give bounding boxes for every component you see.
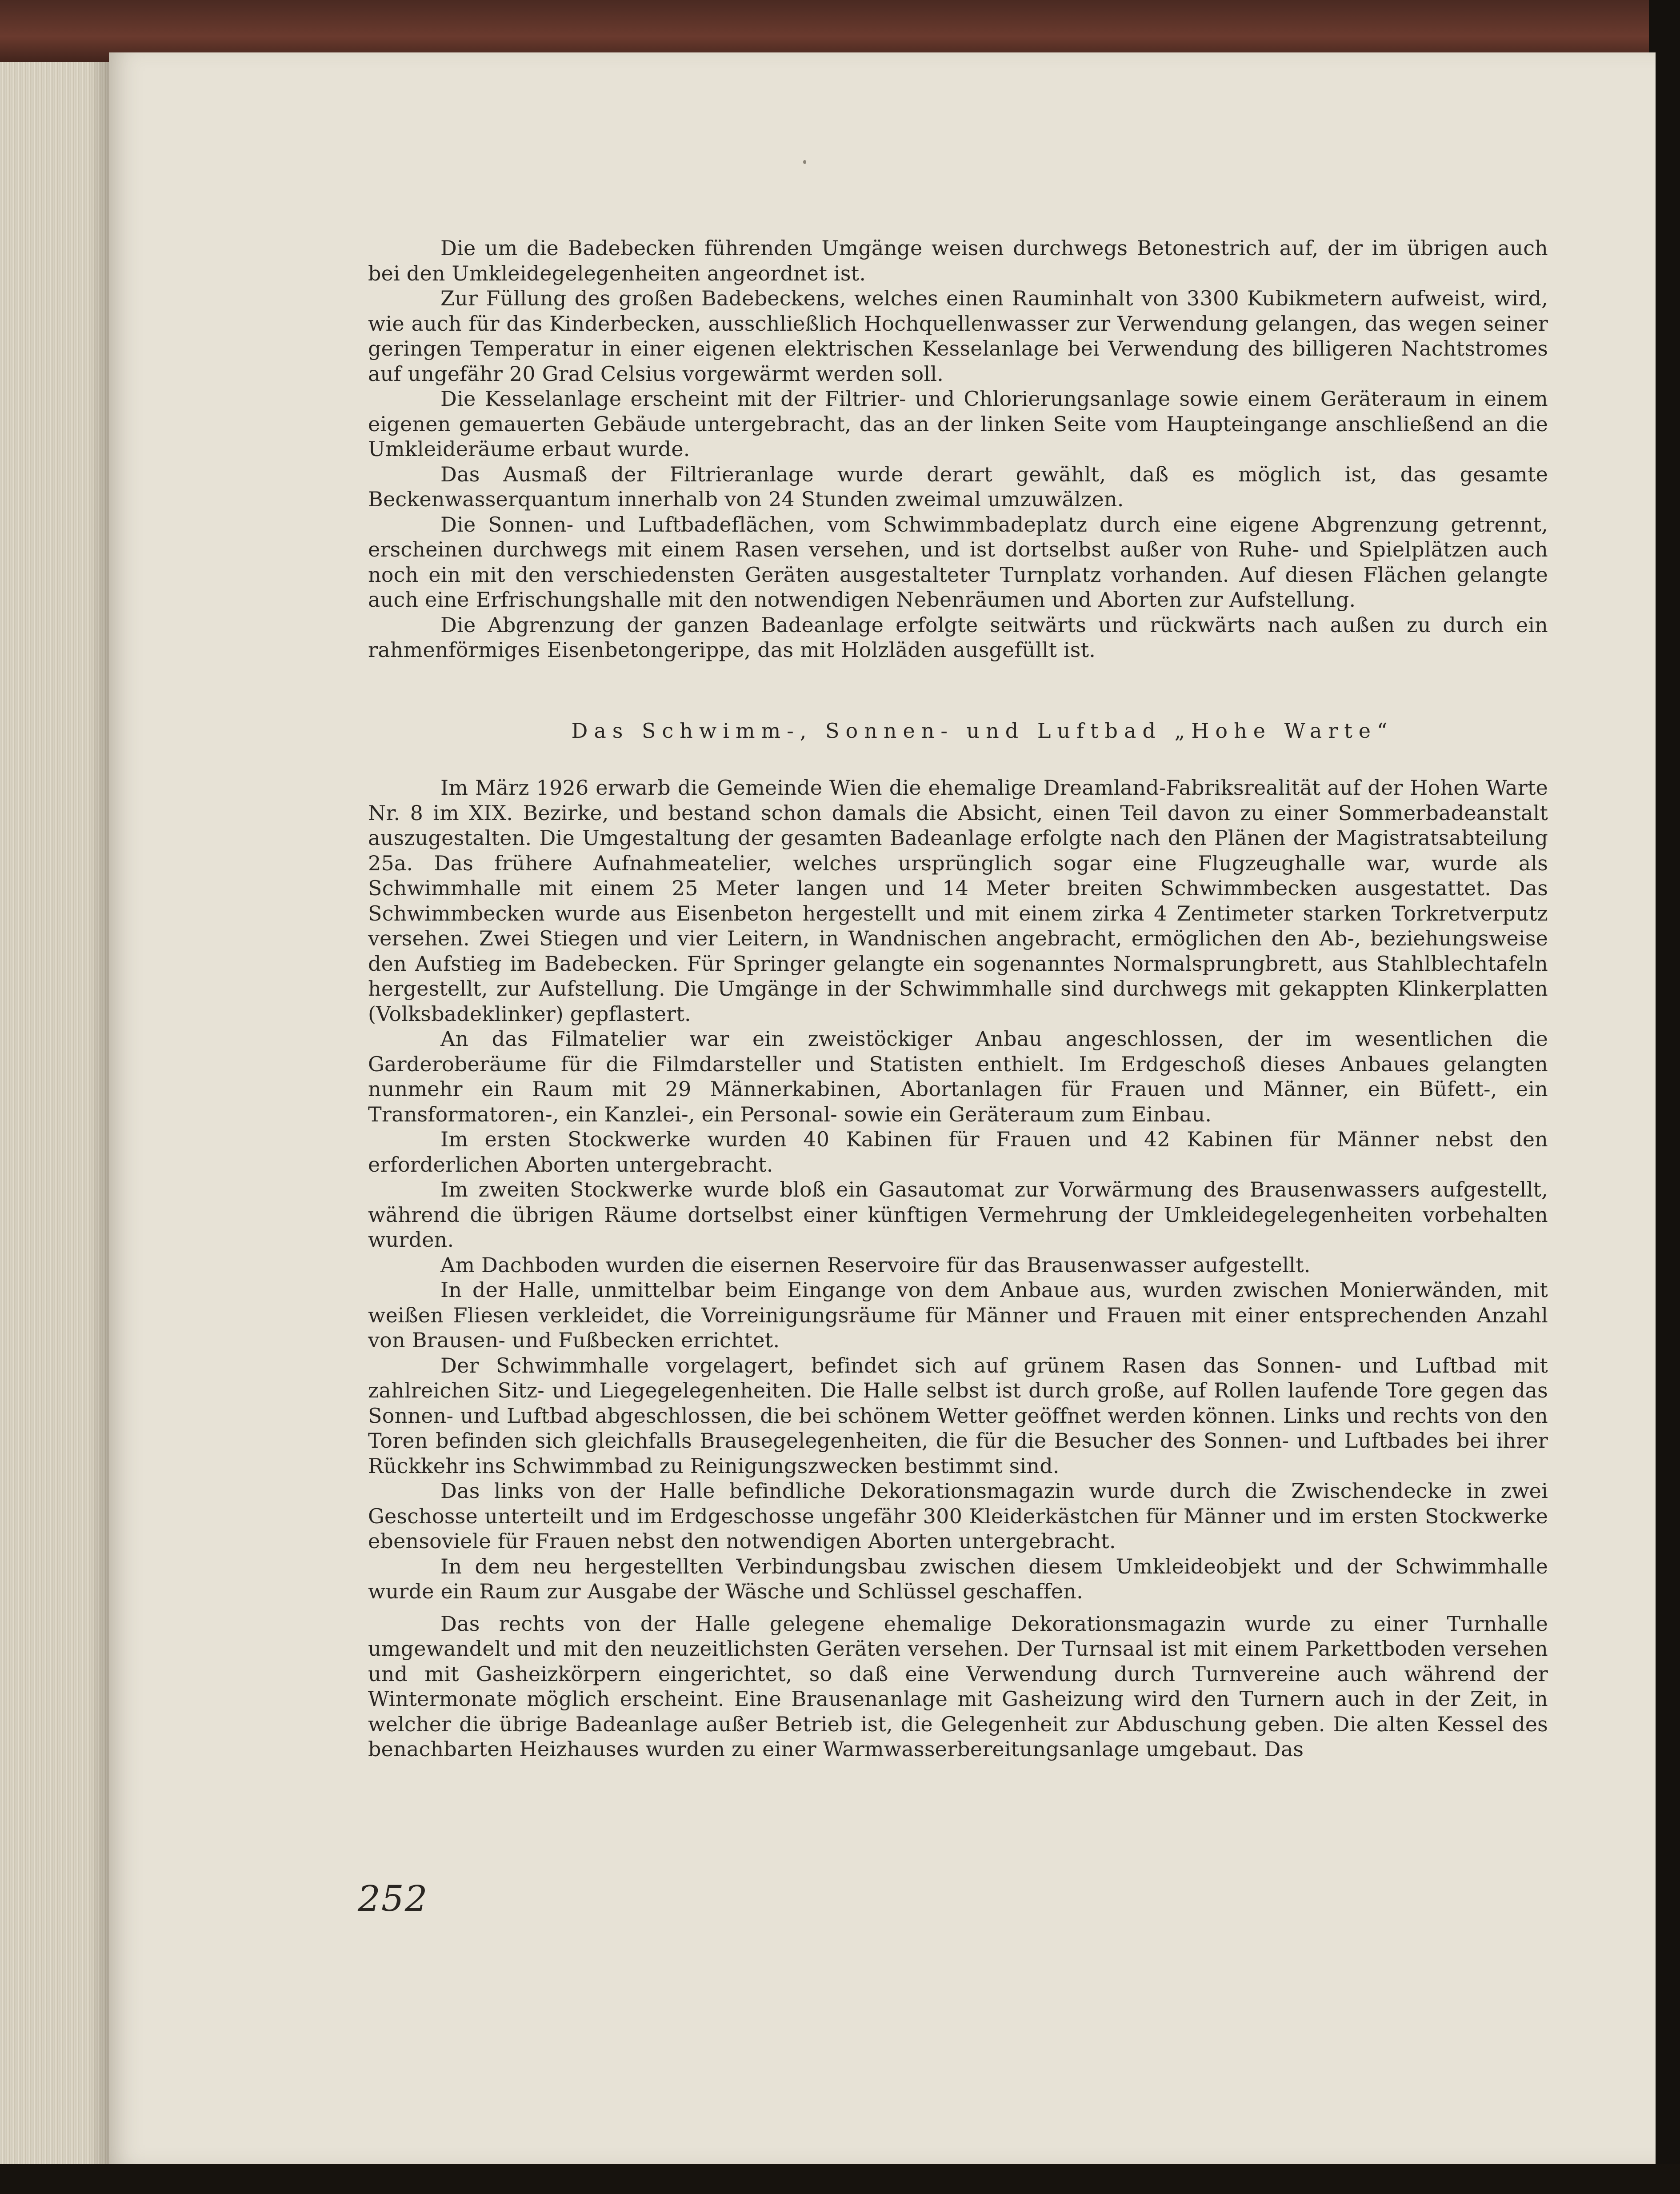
paragraph: Am Dachboden wurden die eisernen Reservoire für das Brausenwasser aufgestellt.	[440, 1253, 1311, 1277]
section-heading: Das Schwimm-, Sonnen- und Luftbad „Hohe Warte“	[571, 718, 1394, 743]
bottom-scan-border	[0, 2164, 1680, 2194]
paragraph: Das rechts von der Halle gelegene ehemalige Dekorationsmagazin wurde zu einer Turnhalle umgewandelt und mit den neuzeitlichsten Geräten versehen. Der Turnsaal ist mit einem Parkettboden versehen und mit Gasheizkörpern eingerichtet, so daß eine Verwendung durch Turnvereine auch während der Wintermonate möglich erscheint. Eine Brausenanlage mit Gasheizung wird den Turnern auch in der Zeit, in welcher die übrige Badeanlage außer Betrieb ist, die Gelegenheit zur Abduschung geben. Die alten Kessel des benachbarten Heizhauses wurden zu einer Warmwasserbereitungsanlage umgebaut. Das	[368, 1611, 1548, 1761]
paragraph: Das links von der Halle befindliche Dekorationsmagazin wurde durch die Zwischendecke in zwei Geschosse unterteilt und im Erdgeschosse ungefähr 300 Kleiderkästchen für Männer und im ersten Stockwerke ebensoviele für Frauen nebst den notwendigen Aborten untergebracht.	[368, 1479, 1548, 1553]
paragraph: Die Abgrenzung der ganzen Badeanlage erfolgte seitwärts und rückwärts nach außen zu durch ein rahmenförmiges Eisenbetongerippe, das mit Holzläden ausgefüllt ist.	[368, 613, 1548, 662]
page-number: 252	[358, 1878, 428, 1919]
paragraph: Die Sonnen- und Luftbadeflächen, vom Schwimmbadeplatz durch eine eigene Abgrenzung getrennt, erscheinen durchwegs mit einem Rasen versehen, und ist dortselbst außer von Ruhe- und Spielplätzen auch noch ein mit den verschiedensten Geräten ausgestalteter Turnplatz vorhanden. Auf diesen Flächen gelangte auch eine Erfrischungshalle mit den notwendigen Nebenräumen und Aborten zur Aufstellung.	[368, 512, 1548, 612]
paragraph: In dem neu hergestellten Verbindungsbau zwischen diesem Umkleideobjekt und der Schwimmhalle wurde ein Raum zur Ausgabe der Wäsche und Schlüssel geschaffen.	[368, 1554, 1548, 1603]
paragraph: Die um die Badebecken führenden Umgänge weisen durchwegs Betonestrich auf, der im übrigen auch bei den Umkleidegelegenheiten angeordnet ist.	[368, 236, 1548, 285]
page-text	[368, 236, 1548, 1762]
paragraph: Der Schwimmhalle vorgelagert, befindet sich auf grünem Rasen das Sonnen- und Luftbad mit zahlreichen Sitz- und Liegegelegenheiten. Die Halle selbst ist durch große, auf Rollen laufende Tore gegen das Sonnen- und Luftbad abgeschlossen, die bei schönem Wetter geöffnet werden können. Links und rechts von den Toren befinden sich gleichfalls Brausegelegenheiten, die für die Besucher des Sonnen- und Luftbades bei ihrer Rückkehr ins Schwimmbad zu Reinigungszwecken bestimmt sind.	[368, 1353, 1548, 1478]
paragraph: Im März 1926 erwarb die Gemeinde Wien die ehemalige Dreamland-Fabriksrealität auf der Hohen Warte Nr. 8 im XIX. Bezirke, und bestand schon damals die Absicht, einen Teil davon zu einer Sommerbadeanstalt auszugestalten. Die Umgestaltung der gesamten Badeanlage erfolgte nach den Plänen der Magistratsabteilung 25a. Das frühere Aufnahmeatelier, welches ursprünglich sogar eine Flugzeughalle war, wurde als Schwimmhalle mit einem 25 Meter langen und 14 Meter breiten Schwimmbecken ausgestattet. Das Schwimmbecken wurde aus Eisenbeton hergestellt und mit einem zirka 4 Zentimeter starken Torkretverputz versehen. Zwei Stiegen und vier Leitern, in Wandnischen angebracht, ermöglichen den Ab-, beziehungsweise den Aufstieg im Badebecken. Für Springer gelangte ein sogenanntes Normalsprungbrett, aus Stahlblechtafeln hergestellt, zur Aufstellung. Die Umgänge in der Schwimmhalle sind durchwegs mit gekappten Klinkerplatten (Volksbadeklinker) gepflastert.	[368, 776, 1548, 1026]
paragraph: In der Halle, unmittelbar beim Eingange von dem Anbaue aus, wurden zwischen Monierwänden, mit weißen Fliesen verkleidet, die Vorreinigungsräume für Männer und Frauen mit einer entsprechenden Anzahl von Brausen- und Fußbecken errichtet.	[368, 1278, 1548, 1352]
paragraph: Im ersten Stockwerke wurden 40 Kabinen für Frauen und 42 Kabinen für Männer nebst den erforderlichen Aborten untergebracht.	[368, 1127, 1548, 1177]
paper-speck	[803, 160, 806, 164]
paragraph: Im zweiten Stockwerke wurde bloß ein Gasautomat zur Vorwärmung des Brausenwassers aufgestellt, während die übrigen Räume dortselbst einer künftigen Vermehrung der Umkleidegelegenheiten vorbehalten wurden.	[368, 1177, 1548, 1252]
paragraph: Zur Füllung des großen Badebeckens, welches einen Rauminhalt von 3300 Kubikmetern aufweist, wird, wie auch für das Kinderbecken, ausschließlich Hochquellenwasser zur Verwendung gelangen, das wegen seiner geringen Temperatur in einer eigenen elektrischen Kesselanlage bei Verwendung des billigeren Nachtstromes auf ungefähr 20 Grad Celsius vorgewärmt werden soll.	[368, 286, 1548, 386]
paragraph: Das Ausmaß der Filtrieranlage wurde derart gewählt, daß es möglich ist, das gesamte Beckenwasserquantum innerhalb von 24 Stunden zweimal umzuwälzen.	[368, 462, 1548, 511]
paragraph: An das Filmatelier war ein zweistöckiger Anbau angeschlossen, der im wesentlichen die Garderoberäume für die Filmdarsteller und Statisten enthielt. Im Erdgeschoß dieses Anbaues gelangten nunmehr ein Raum mit 29 Männerkabinen, Abortanlagen für Frauen und Männer, ein Büfett-, ein Transformatoren-, ein Kanzlei-, ein Personal- sowie ein Geräteraum zum Einbau.	[368, 1027, 1548, 1126]
paragraph: Die Kesselanlage erscheint mit der Filtrier- und Chlorierungsanlage sowie einem Geräteraum in einem eigenen gemauerten Gebäude untergebracht, das an der linken Seite vom Haupteingange anschließend an die Umkleideräume erbaut wurde.	[368, 387, 1548, 461]
